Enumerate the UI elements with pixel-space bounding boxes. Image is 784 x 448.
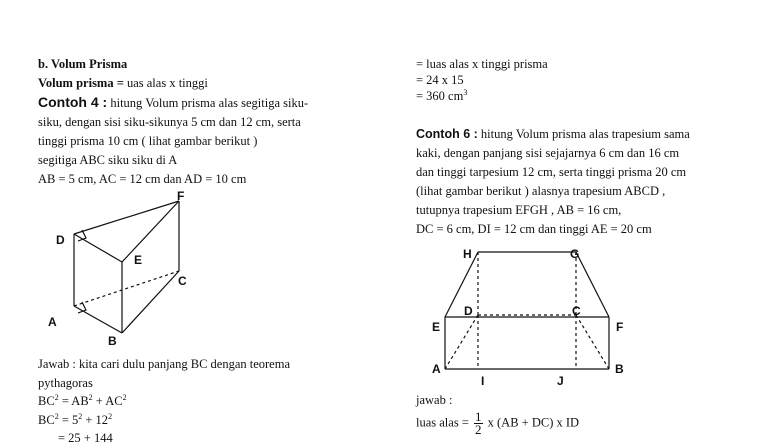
eq-term: + AC (92, 394, 123, 408)
example-6-line: (lihat gambar berikut ) alasnya trapesium ABCD , (416, 184, 666, 198)
example-6-label: Contoh 6 : (416, 127, 478, 141)
eq-term: BC (38, 394, 55, 408)
edge-bc (576, 315, 609, 369)
volume-formula (38, 74, 378, 93)
exponent: 2 (54, 392, 59, 402)
eq-term: = AB (58, 394, 89, 408)
vertex-label-c: C (178, 274, 187, 288)
section-heading: b. Volum Prisma (38, 57, 128, 71)
example-4-title (38, 93, 378, 113)
pythagoras-eq-2 (38, 411, 378, 430)
edge-ad (445, 315, 478, 369)
example-6-title (416, 125, 766, 144)
vertex-label-a: A (432, 362, 441, 376)
eq-term: + 12 (82, 412, 109, 427)
base-area-rest: x (AB + DC) x ID (484, 415, 580, 430)
answer-line: pythagoras (38, 375, 93, 390)
exponent: 2 (88, 392, 93, 402)
edge-ab (74, 306, 122, 333)
vertex-label-g: G (570, 247, 580, 261)
example-4-label: Contoh 4 : (38, 94, 108, 110)
exponent: 2 (78, 411, 83, 421)
example-6-line: kaki, dengan panjang sisi sejajarnya 6 cm dan 16 cm (416, 146, 680, 160)
vertex-label-d: D (464, 304, 473, 318)
example-4-line: tinggi prisma 10 cm ( lihat gambar berikut ) (38, 134, 258, 148)
eq-term: BC (38, 412, 55, 427)
exponent: 2 (54, 411, 59, 421)
pythagoras-eq-3: = 25 + 144 (58, 431, 113, 445)
example-4-text: hitung Volum prisma alas segitiga siku- (107, 96, 309, 110)
edge-de (74, 234, 122, 262)
example-6-text: hitung Volum prisma alas trapesium sama (477, 127, 690, 141)
vertex-label-j: J (557, 374, 564, 388)
base-area-formula (416, 411, 766, 436)
example-6-line: dan tinggi tarpesium 12 cm, serta tinggi prisma 20 cm (416, 165, 687, 179)
edge-gf (576, 252, 609, 317)
formula-text: uas alas x tinggi (123, 76, 208, 90)
vertex-label-d: D (56, 233, 65, 247)
trapezoidal-prism-figure (428, 245, 638, 390)
vertex-label-a: A (48, 315, 57, 329)
vertex-label-b: B (108, 334, 117, 348)
exponent: 2 (122, 392, 127, 402)
result-line: = 24 x 15 (416, 73, 464, 87)
example-6-line: DC = 6 cm, DI = 12 cm dan tinggi AE = 20 cm (416, 222, 652, 236)
formula-label: Volum prisma = (38, 76, 124, 90)
example-4-line: segitiga ABC siku siku di A (38, 153, 178, 167)
vertex-label-e: E (432, 320, 441, 334)
vertex-label-e: E (134, 253, 143, 267)
triangular-prism-figure (40, 190, 220, 350)
edge-he (445, 252, 478, 317)
left-answer (38, 355, 378, 448)
vertex-label-b: B (615, 362, 624, 376)
right-column-top (416, 56, 766, 104)
example-6-block (416, 125, 766, 239)
example-4-line: AB = 5 cm, AC = 12 cm dan AD = 10 cm (38, 172, 247, 186)
fraction-denominator: 2 (475, 422, 482, 437)
fraction-half (474, 411, 483, 436)
example-4-line: siku, dengan sisi siku-sikunya 5 cm dan 12 cm, serta (38, 115, 301, 129)
example-6-line: tutupnya trapesium EFGH , AB = 16 cm, (416, 203, 622, 217)
result-value: = 360 cm (416, 89, 464, 103)
vertex-label-f: F (616, 320, 624, 334)
answer-line: Jawab : kita cari dulu panjang BC dengan teorema (38, 357, 291, 371)
answer-label: jawab : (416, 393, 453, 407)
vertex-label-f: F (177, 190, 185, 203)
pythagoras-eq-1 (38, 392, 378, 411)
result-line: = luas alas x tinggi prisma (416, 57, 548, 71)
result-line (416, 88, 766, 104)
vertex-label-c: C (572, 304, 581, 318)
left-column (38, 55, 378, 189)
base-area-label: luas alas = (416, 415, 472, 430)
vertex-label-h: H (463, 247, 472, 261)
exponent: 3 (463, 87, 468, 97)
eq-term: = 5 (58, 412, 79, 427)
vertex-label-i: I (481, 374, 485, 388)
right-answer (416, 391, 766, 436)
fraction-numerator: 1 (475, 409, 482, 424)
exponent: 2 (108, 411, 113, 421)
